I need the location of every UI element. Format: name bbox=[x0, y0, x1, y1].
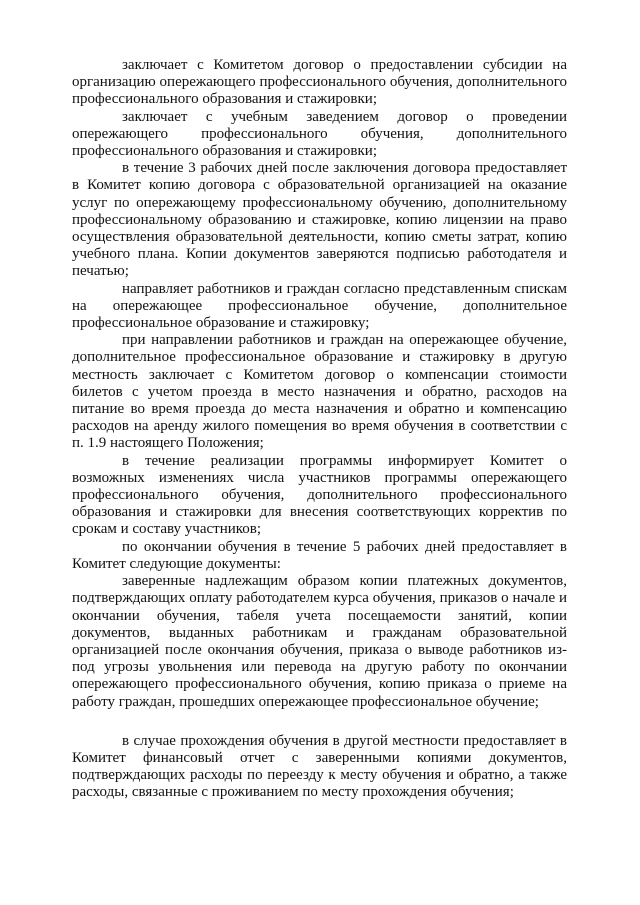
paragraph-after-training: по окончании обучения в течение 5 рабочих дней предоставляет в Комитет следующие документы: bbox=[72, 538, 567, 572]
paragraph-send-workers: направляет работников и граждан согласно представленным спискам на опережающее профессиональное обучение, дополнительное профессиональное образование и стажировку; bbox=[72, 280, 567, 332]
paragraph-contract-school: заключает с учебным заведением договор о проведении опережающего профессионального обучения, дополнительного профессионального образования и стажировки; bbox=[72, 108, 567, 160]
paragraph-financial-report: в случае прохождения обучения в другой местности предоставляет в Комитет финансовый отчет с заверенными копиями документов, подтверждающих расходы по переезду к месту обучения и обратно, а также расходы, связанные с проживанием по месту прохождения обучения; bbox=[72, 732, 567, 801]
paragraph-inform-committee: в течение реализации программы информирует Комитет о возможных изменениях числа участников программы опережающего профессионального обучения, дополнительного профессионального образования и стажировки для внесения соответствующих корректив по срокам и составу участников; bbox=[72, 452, 567, 538]
paragraph-travel-compensation: при направлении работников и граждан на опережающее обучение, дополнительное профессиональное образование и стажировку в другую местность заключает с Комитетом договор о компенсации стоимости билетов с учетом проезда в место назначения и обратно, расходов на питание во время проезда до места назначения и обратно и компенсацию расходов на аренду жилого помещения во время обучения в соответствии с п. 1.9 настоящего Положения; bbox=[72, 332, 567, 452]
paragraph-contract-subsidy: заключает с Комитетом договор о предоставлении субсидии на организацию опережающего профессионального обучения, дополнительного профессионального образования и стажировки; bbox=[72, 57, 567, 108]
paragraph-submit-copies: в течение 3 рабочих дней после заключения договора предоставляет в Комитет копию договора с образовательной организацией на оказание услуг по опережающему профессиональному обучению, дополнительному профессиональному образованию и стажировке, копию лицензии на право осуществления образовательной деятельности, копию сметы затрат, копию учебного плана. Копии документов заверяются подписью работодателя и печатью; bbox=[72, 160, 567, 280]
document-body bbox=[72, 57, 567, 802]
paragraph-certified-copies: заверенные надлежащим образом копии платежных документов, подтверждающих оплату работодателем курса обучения, приказов о начале и окончании обучения, табеля учета посещаемости занятий, копии документов, выданных работникам и гражданам образовательной организацией после окончания обучения, приказа о выводе работников из-под угрозы увольнения или перевода на другую работу по окончании опережающего профессионального обучения, копию приказа о приеме на работу граждан, прошедших опережающее профессиональное обучение; bbox=[72, 573, 567, 710]
